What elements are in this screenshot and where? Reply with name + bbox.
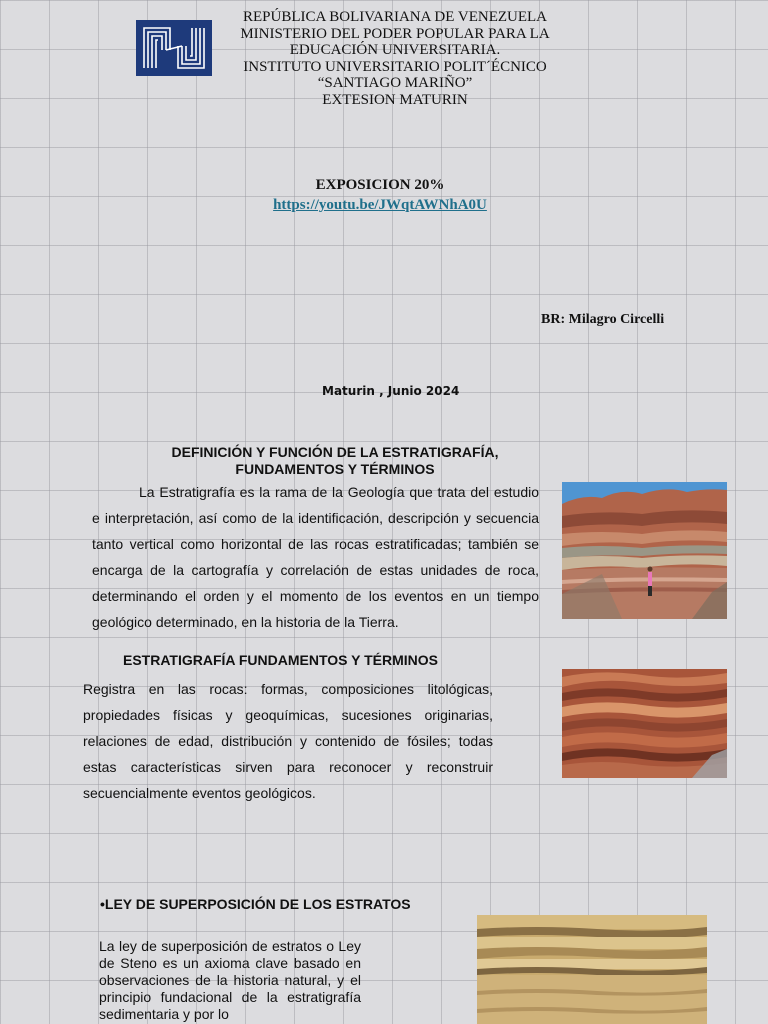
header-line: “SANTIAGO MARIÑO” (317, 75, 473, 91)
section-title-line: DEFINICIÓN Y FUNCIÓN DE LA ESTRATIGRAFÍA, (171, 444, 499, 460)
institute-logo (136, 20, 212, 76)
layered-rock-photo (562, 669, 727, 778)
section-superposition-text: La ley de superposición de estratos o Ley de Steno es un axioma clave basado en observaciones de la historia natural, y el principio fundacional de la estratigrafía sedimentaria y por lo (99, 938, 361, 1022)
sandstone-strata-photo (477, 915, 707, 1024)
sandstone-strata-image (477, 915, 707, 1024)
header-line: EDUCACIÓN UNIVERSITARIA. (289, 42, 501, 58)
header-line: INSTITUTO UNIVERSITARIO POLIT´ÉCNICO (243, 58, 547, 75)
section-superposition-title: •LEY DE SUPERPOSICIÓN DE LOS ESTRATOS (100, 896, 411, 912)
header-line: REPÚBLICA BOLIVARIANA DE VENEZUELA (242, 9, 548, 25)
section-fundamentals-text: Registra en las rocas: formas, composiciones litológicas, propiedades físicas y geoquímicas, sucesiones originarias, relaciones de edad, distribución y contenido de fósiles; todas estas características sirven para reconocer y reconstruir secuencialmente eventos geológicos. (83, 681, 493, 801)
author-name: BR: Milagro Circelli (541, 312, 665, 327)
document-date: Maturin , Junio 2024 (322, 384, 460, 398)
section-definition-title (150, 444, 520, 478)
section-fundamentals-title: ESTRATIGRAFÍA FUNDAMENTOS Y TÉRMINOS (123, 652, 439, 668)
stratified-cliff-photo (562, 482, 727, 619)
institute-logo-icon (136, 20, 212, 76)
institution-header (225, 9, 565, 108)
header-line: MINISTERIO DEL PODER POPULAR PARA LA (240, 25, 550, 42)
section-definition-text: La Estratigrafía es la rama de la Geología que trata del estudio e interpretación, así como de la identificación, descripción y secuencia tanto vertical como horizontal de las rocas estratificadas; también se encarga de la cartografía y correlación de estas unidades de roca, determinando el orden y el momento de los eventos en un tiempo geológico determinado, en la historia de la Tierra. (92, 484, 539, 630)
header-line: EXTESION MATURIN (322, 91, 468, 108)
stratified-cliff-image (562, 482, 727, 619)
section-title-line: FUNDAMENTOS Y TÉRMINOS (235, 461, 435, 477)
exposition-title: EXPOSICION 20% (315, 177, 445, 193)
video-link[interactable]: https://youtu.be/JWqtAWNhA0U (273, 197, 487, 213)
layered-rock-image (562, 669, 727, 778)
